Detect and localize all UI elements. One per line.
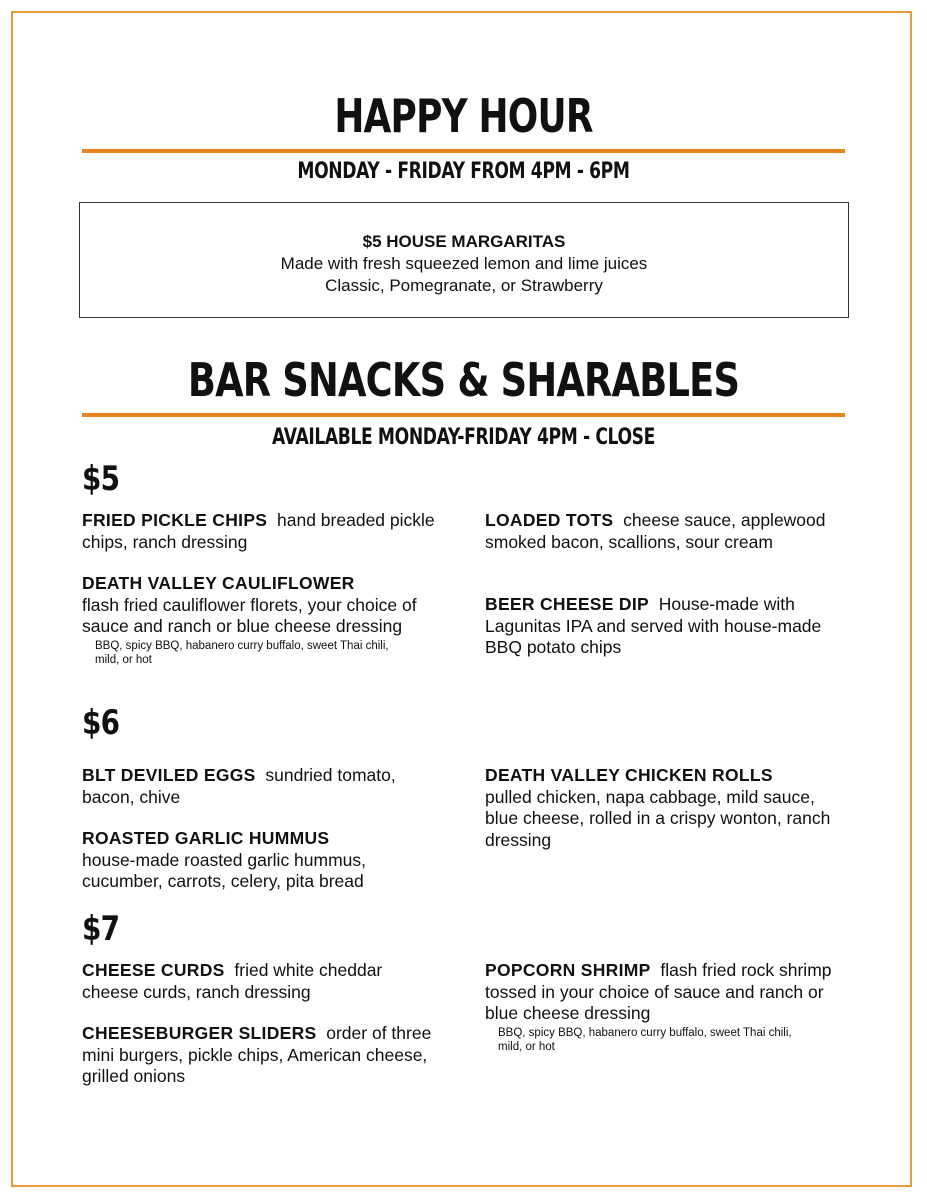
item-name: LOADED TOTS bbox=[485, 510, 614, 530]
item-description: house-made roasted garlic hummus, cucumber, carrots, celery, pita bread bbox=[82, 849, 367, 891]
item-name: FRIED PICKLE CHIPS bbox=[82, 510, 268, 530]
item-description: cheese sauce, applewood smoked bacon, scallions, sour cream bbox=[485, 510, 826, 552]
bar-snacks-title: BAR SNACKS & SHARABLES bbox=[187, 353, 740, 407]
bar-snacks-subtitle: AVAILABLE MONDAY-FRIDAY 4PM - CLOSE bbox=[272, 425, 655, 450]
item-name: CHEESEBURGER SLIDERS bbox=[82, 1023, 317, 1043]
happy-hour-title: HAPPY HOUR bbox=[334, 89, 593, 143]
menu-item-blt-deviled-eggs bbox=[82, 765, 442, 808]
item-description: hand breaded pickle chips, ranch dressing bbox=[82, 510, 435, 552]
item-description: sundried tomato, bacon, chive bbox=[82, 765, 396, 807]
menu-item-fried-pickle-chips bbox=[82, 510, 442, 553]
menu-item-loaded-tots bbox=[485, 510, 845, 553]
menu-item-death-valley-chicken-rolls bbox=[485, 765, 845, 851]
margaritas-box bbox=[79, 202, 849, 318]
item-name: DEATH VALLEY CHICKEN ROLLS bbox=[485, 765, 773, 785]
item-name: ROASTED GARLIC HUMMUS bbox=[82, 828, 330, 848]
menu-item-cheeseburger-sliders bbox=[82, 1023, 442, 1088]
menu-item-cheese-curds bbox=[82, 960, 442, 1003]
bar-snacks-divider bbox=[82, 413, 845, 417]
item-description: flash fried rock shrimp tossed in your choice of sauce and ranch or blue cheese dressing bbox=[485, 960, 832, 1023]
price-tier-5: $5 bbox=[82, 459, 120, 499]
item-sauce-options: BBQ, spicy BBQ, habanero curry buffalo, sweet Thai chili, mild, or hot bbox=[498, 1026, 792, 1053]
item-name: BEER CHEESE DIP bbox=[485, 594, 649, 614]
menu-item-roasted-garlic-hummus bbox=[82, 828, 442, 893]
price-tier-7: $7 bbox=[82, 909, 120, 949]
happy-hour-divider bbox=[82, 149, 845, 153]
item-name: POPCORN SHRIMP bbox=[485, 960, 651, 980]
item-description: order of three mini burgers, pickle chips, American cheese, grilled onions bbox=[82, 1023, 432, 1086]
margaritas-description: Made with fresh squeezed lemon and lime juices bbox=[280, 254, 648, 273]
margaritas-flavors: Classic, Pomegranate, or Strawberry bbox=[325, 276, 603, 295]
menu-item-popcorn-shrimp bbox=[485, 960, 845, 1054]
item-name: CHEESE CURDS bbox=[82, 960, 225, 980]
item-description: House-made with Lagunitas IPA and served with house-made BBQ potato chips bbox=[485, 594, 822, 657]
price-tier-6: $6 bbox=[82, 703, 120, 743]
item-description: flash fried cauliflower florets, your choice of sauce and ranch or blue cheese dressing bbox=[82, 594, 417, 636]
item-description: fried white cheddar cheese curds, ranch dressing bbox=[82, 960, 383, 1002]
happy-hour-subtitle: MONDAY - FRIDAY FROM 4PM - 6PM bbox=[297, 159, 630, 184]
item-name: BLT DEVILED EGGS bbox=[82, 765, 256, 785]
item-name: DEATH VALLEY CAULIFLOWER bbox=[82, 573, 355, 593]
item-description: pulled chicken, napa cabbage, mild sauce, blue cheese, rolled in a crispy wonton, ranch dressing bbox=[485, 786, 831, 850]
margaritas-title: $5 HOUSE MARGARITAS bbox=[362, 232, 566, 251]
item-sauce-options: BBQ, spicy BBQ, habanero curry buffalo, sweet Thai chili, mild, or hot bbox=[95, 639, 389, 666]
menu-item-beer-cheese-dip bbox=[485, 594, 845, 659]
menu-item-death-valley-cauliflower bbox=[82, 573, 442, 667]
